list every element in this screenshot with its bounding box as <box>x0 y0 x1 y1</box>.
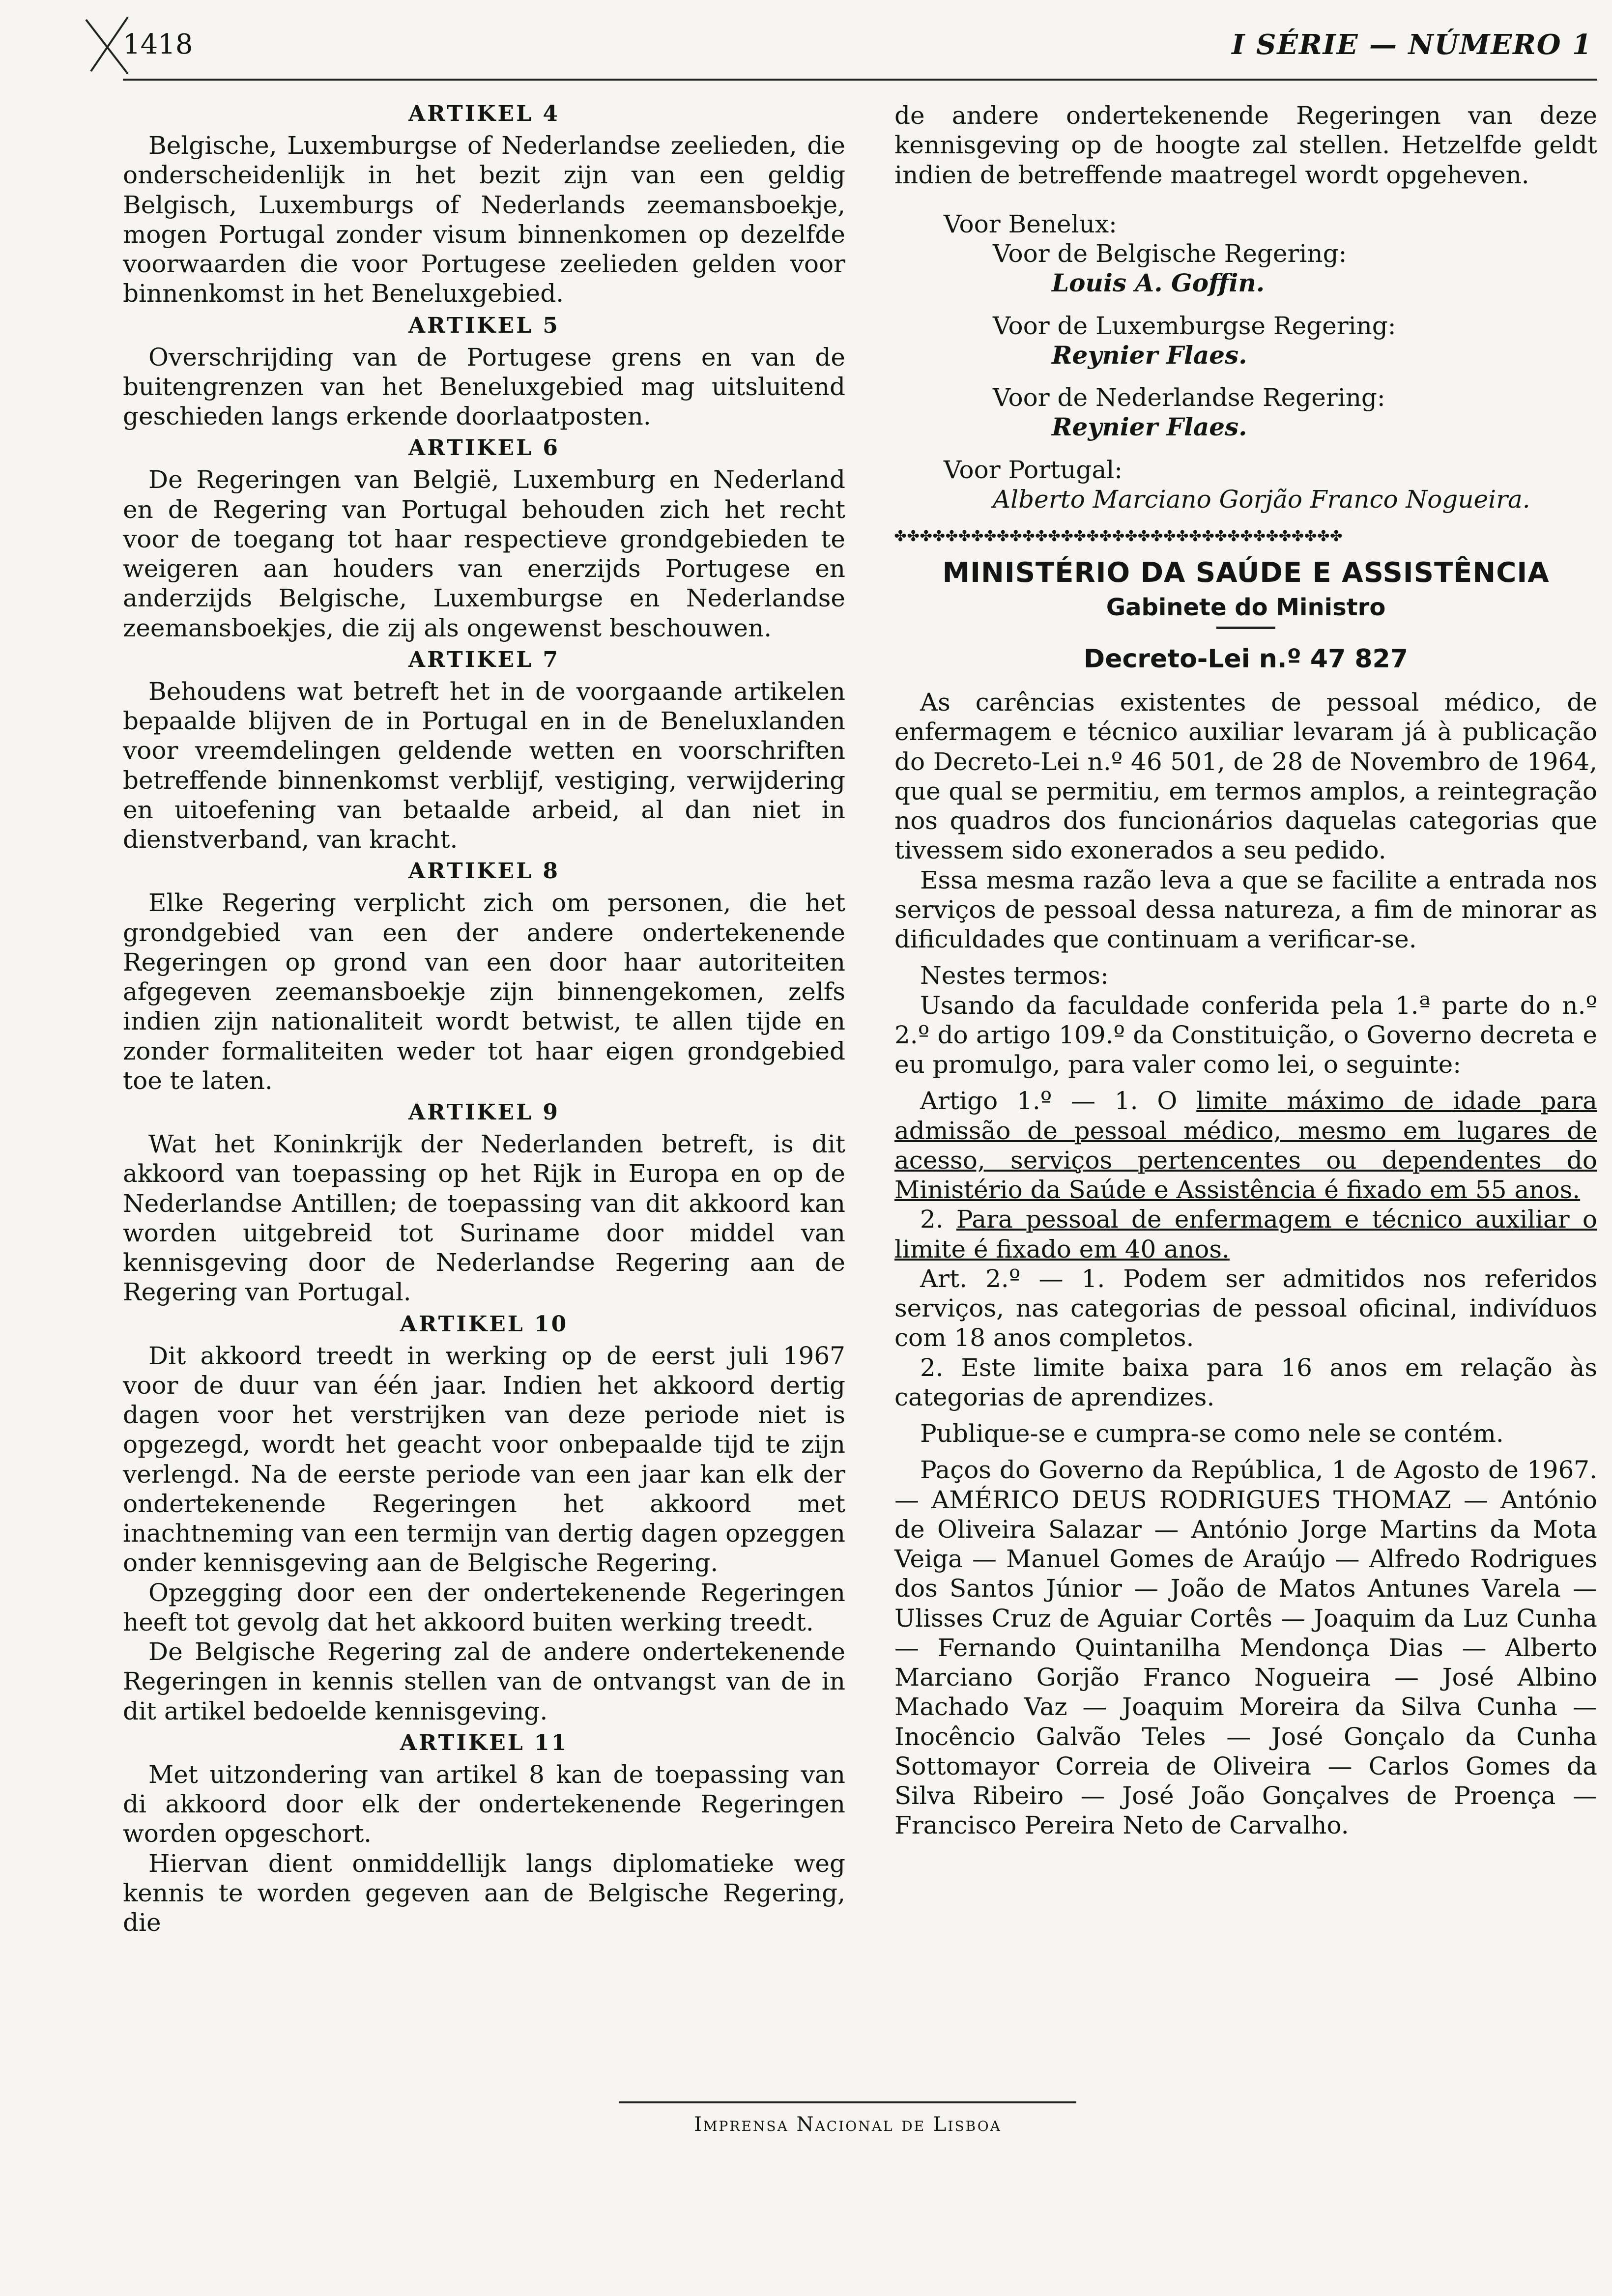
article-paragraph <box>894 1086 1597 1205</box>
series-number: I SÉRIE — NÚMERO 1 <box>1232 29 1592 61</box>
article-heading: ARTIKEL 8 <box>408 859 560 884</box>
paragraph: Dit akkoord treedt in werking op de eerst juli 1967 voor de duur van één jaar. Indien het akkoord dertig dagen voor het verstrijken van deze periode niet is opgezegd, wordt het geacht voor onbepaalde tijd te zijn verlengd. Na de eerste periode van een jaar kan elk der ondertekenende Regeringen het akkoord met inachtneming van een termijn van dertig dagen opzeggen onder kennisgeving aan de Belgische Regering. <box>123 1341 845 1578</box>
paragraph: Belgische, Luxemburgse of Nederlandse zeelieden, die onderscheidenlijk in het bezit zijn van een geldig Belgisch, Luxemburgs of Nederlands zeemansboekje, mogen Portugal zonder visum binnenkomen op dezelfde voorwaarden die voor Portugese zeelieden gelden voor binnenkomst in het Beneluxgebied. <box>123 131 845 308</box>
paragraph: de andere ondertekenende Regeringen van deze kennisgeving op de hoogte zal stellen. Hetzelfde geldt indien de betreffende maatregel wordt opgeheven. <box>894 101 1597 189</box>
signature-heading: Voor de Luxemburgse Regering: <box>993 311 1396 340</box>
paragraph: 2. Este limite baixa para 16 anos em relação às categorias de aprendizes. <box>894 1353 1597 1411</box>
article-lead: Artigo 1.º — 1. O <box>920 1087 1197 1116</box>
paragraph: Elke Regering verplicht zich om personen, die het grondgebied van een der andere ondertekenende Regeringen op grond van een door haar autoriteiten afgegeven zeemansboekje zijn binnengekomen, zelfs indien zijn nationaliteit wordt betwist, te allen tijde en zonder formaliteiten weder tot haar eigen grondgebied toe te laten. <box>123 889 845 1095</box>
paragraph: As carências existentes de pessoal médico, de enfermagem e técnico auxiliar levaram já à publicação do Decreto-Lei n.º 46 501, de 28 de Novembro de 1964, que qual se permitiu, em termos amplos, a reintegração nos quadros dos funcionários daquelas categorias que tivessem sido exonerados a seu pedido. <box>894 688 1597 865</box>
article-paragraph <box>894 1205 1597 1264</box>
underlined-text: limite máximo de idade para admissão de pessoal médico, mesmo em lugares de acesso, serviços pertencentes ou dependentes do Ministério da Saúde e Assistência é fixado em 55 anos. <box>894 1087 1597 1205</box>
ornament-divider: ✤✤✤✤✤✤✤✤✤✤✤✤✤✤✤✤✤✤✤✤✤✤✤✤✤✤✤✤✤✤✤✤✤✤✤ <box>894 523 1343 546</box>
cabinet-heading: Gabinete do Ministro <box>1106 593 1386 621</box>
paragraph: Overschrijding van de Portugese grens en van de buitengrenzen van het Beneluxgebied mag uitsluitend geschieden langs erkende doorlaatposten. <box>123 343 845 431</box>
printer-imprint: Imprensa Nacional de Lisboa <box>694 2113 1002 2136</box>
paragraph: Publique-se e cumpra-se como nele se contém. <box>920 1419 1504 1448</box>
signature-heading: Voor Benelux: <box>944 209 1117 238</box>
article-heading: ARTIKEL 10 <box>400 1311 569 1337</box>
right-column <box>894 101 1597 1840</box>
footer-rule <box>619 2101 1076 2103</box>
ministry-heading: MINISTÉRIO DA SAÚDE E ASSISTÊNCIA <box>942 557 1550 589</box>
paragraph: Nestes termos: <box>920 961 1109 990</box>
paragraph: De Regeringen van België, Luxemburg en Nederland en de Regering van Portugal behouden zich het recht voor de toegang tot haar respectieve grondgebieden te weigeren aan houders van enerzijds Portugese en anderzijds Belgische, Luxemburgse en Nederlandse zeemansboekjes, die zij als ongewenst beschouwen. <box>123 465 845 642</box>
paragraph: Wat het Koninkrijk der Nederlanden betreft, is dit akkoord van toepassing op het Rijk in Europa en op de Nederlandse Antillen; de toepassing van dit akkoord kan worden uitgebreid tot Suriname door middel van kennisgeving door de Nederlandse Regering aan de Regering van Portugal. <box>123 1130 845 1307</box>
paragraph: Met uitzondering van artikel 8 kan de toepassing van di akkoord door elk der ondertekenende Regeringen worden opgeschort. <box>123 1760 845 1848</box>
paragraph: Essa mesma razão leva a que se facilite a entrada nos serviços de pessoal dessa natureza, a fim de minorar as dificuldades que continuam a verificar-se. <box>894 865 1597 954</box>
article-heading: ARTIKEL 7 <box>408 647 560 672</box>
signature-heading: Voor Portugal: <box>944 455 1123 484</box>
signatory-name: Reynier Flaes. <box>1052 340 1247 370</box>
paragraph: De Belgische Regering zal de andere ondertekenende Regeringen in kennis stellen van de ontvangst van de in dit artikel bedoelde kennisgeving. <box>123 1637 845 1725</box>
paragraph: Art. 2.º — 1. Podem ser admitidos nos referidos serviços, nas categorias de pessoal oficinal, indivíduos com 18 anos completos. <box>894 1264 1597 1352</box>
article-heading: ARTIKEL 11 <box>400 1730 569 1755</box>
article-heading: ARTIKEL 4 <box>408 101 560 126</box>
paragraph: Hiervan dient onmiddellijk langs diplomatieke weg kennis te worden gegeven aan de Belgische Regering, die <box>123 1849 845 1937</box>
short-rule <box>1216 627 1275 629</box>
article-heading: ARTIKEL 6 <box>408 435 560 461</box>
article-heading: ARTIKEL 9 <box>408 1100 560 1125</box>
article-lead: 2. <box>920 1205 956 1234</box>
signatory-name: Louis A. Goffin. <box>1052 268 1265 298</box>
decree-title: Decreto-Lei n.º 47 827 <box>1084 644 1408 674</box>
signatures-paragraph: Paços do Governo da República, 1 de Agosto de 1967. — AMÉRICO DEUS RODRIGUES THOMAZ — António de Oliveira Salazar — António Jorge Martins da Mota Veiga — Manuel Gomes de Araújo — Alfredo Rodrigues dos Santos Júnior — João de Matos Antunes Varela — Ulisses Cruz de Aguiar Cortês — Joaquim da Luz Cunha — Fernando Quintanilha Mendonça Dias — Alberto Marciano Gorjão Franco Nogueira — José Albino Machado Vaz — Joaquim Moreira da Silva Cunha — Inocêncio Galvão Teles — José Gonçalo da Cunha Sottomayor Correia de Oliveira — Carlos Gomes da Silva Ribeiro — José João Gonçalves de Proença — Francisco Pereira Neto de Carvalho. <box>894 1456 1597 1840</box>
left-column <box>123 101 845 1937</box>
paragraph: Usando da faculdade conferida pela 1.ª parte do n.º 2.º do artigo 109.º da Constituição, o Governo decreta e eu promulgo, para valer como lei, o seguinte: <box>894 991 1597 1079</box>
signatory-name: Alberto Marciano Gorjão Franco Nogueira. <box>993 485 1530 514</box>
header-rule <box>123 79 1597 81</box>
signature-heading: Voor de Nederlandse Regering: <box>993 383 1385 412</box>
paragraph: Behoudens wat betreft het in de voorgaande artikelen bepaalde blijven de in Portugal en in de Beneluxlanden voor vreemdelingen geldende wetten en voorschriften betreffende binnenkomst verblijf, vestiging, verwijdering en uitoefening van betaalde arbeid, al dan niet in dienstverband, van kracht. <box>123 677 845 854</box>
signatory-name: Reynier Flaes. <box>1052 412 1247 442</box>
underlined-text: Para pessoal de enfermagem e técnico auxiliar o limite é fixado em 40 anos. <box>894 1205 1597 1263</box>
page-number: 1418 <box>123 29 193 60</box>
paragraph: Opzegging door een der ondertekenende Regeringen heeft tot gevolg dat het akkoord buiten werking treedt. <box>123 1578 845 1636</box>
signature-heading: Voor de Belgische Regering: <box>993 239 1347 268</box>
article-heading: ARTIKEL 5 <box>408 313 560 338</box>
